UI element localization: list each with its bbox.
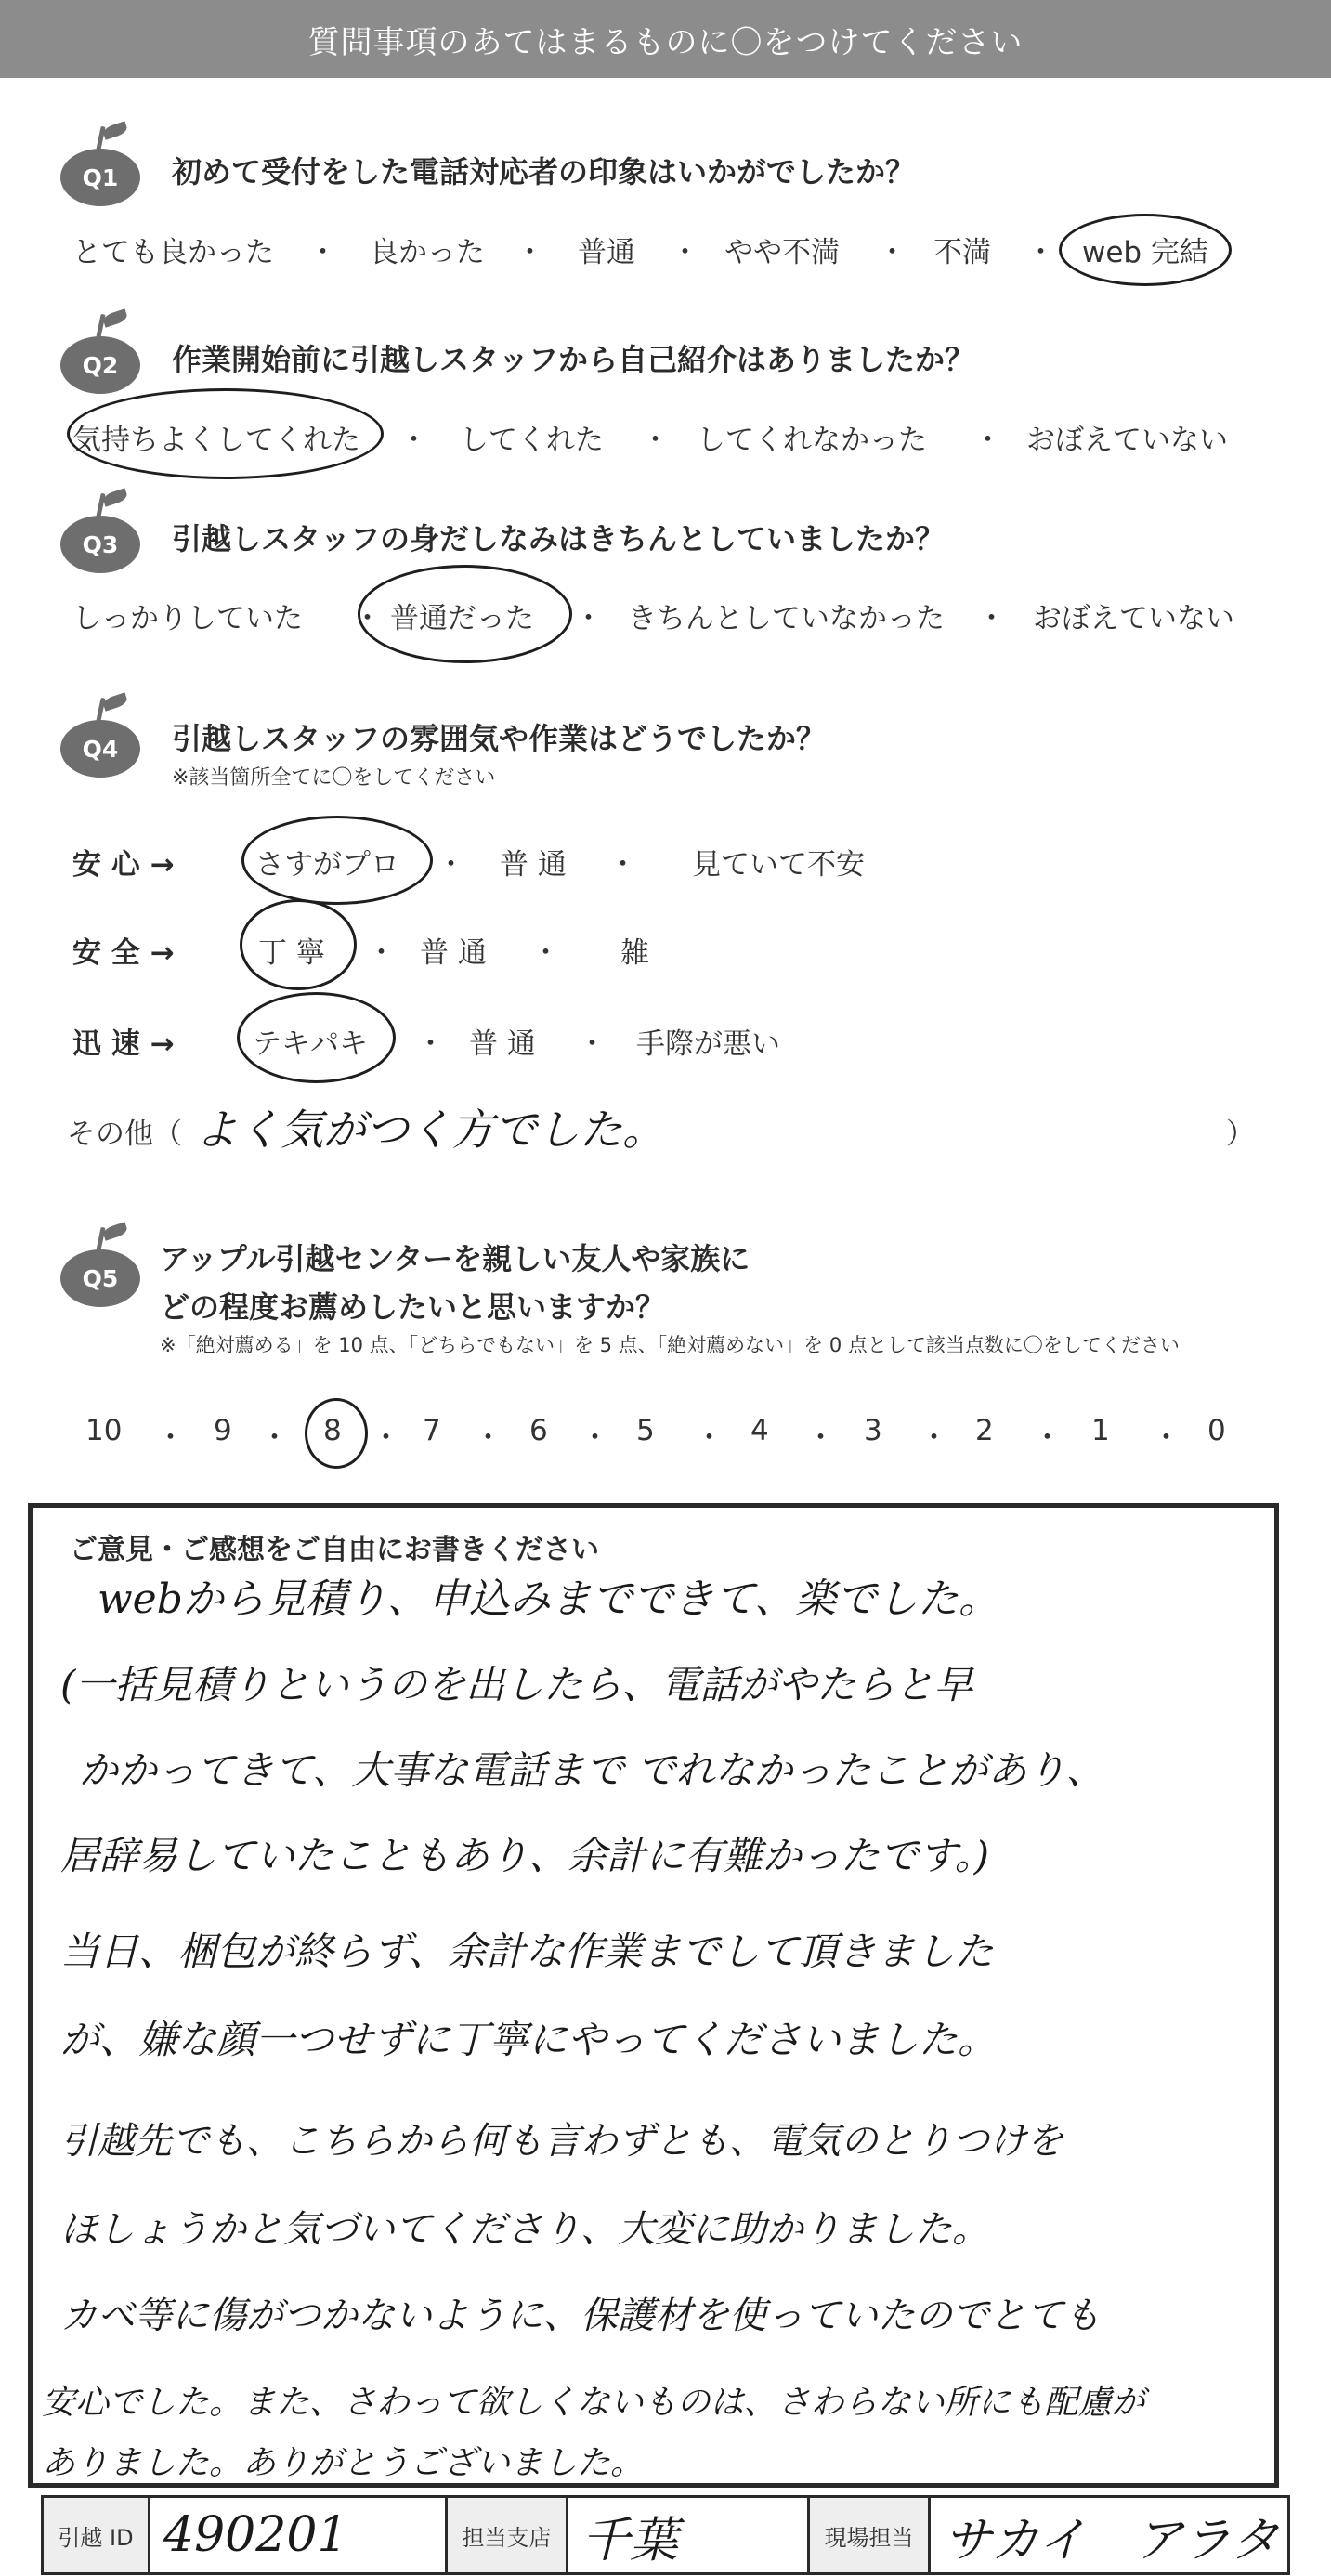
footer-staff-label: 現場担当 — [810, 2498, 931, 2572]
q1-selection-circle — [1059, 214, 1232, 286]
q2-option-3[interactable]: してくれなかった — [697, 424, 927, 457]
q3-option-2[interactable]: 普通だった — [390, 602, 534, 635]
q2-badge: Q2 — [60, 336, 140, 394]
comment-line-11: ありました。ありがとうございました。 — [42, 2444, 645, 2482]
q2-question: 作業開始前に引越しスタッフから自己紹介はありましたか？ — [172, 342, 975, 377]
q5-score-10[interactable]: 10 — [85, 1414, 123, 1447]
separator: ・ — [260, 1421, 289, 1455]
q5-score-0[interactable]: 0 — [1207, 1414, 1226, 1447]
separator: ・ — [416, 1027, 445, 1061]
q5-score-1[interactable]: 1 — [1091, 1414, 1110, 1447]
footer-table — [41, 2495, 1290, 2575]
q4-other-label: その他（ — [67, 1118, 182, 1151]
separator: ・ — [531, 936, 560, 970]
q4-question: 引越しスタッフの雰囲気や作業はどうでしたか？ — [172, 721, 827, 756]
q5-score-4[interactable]: 4 — [750, 1414, 769, 1447]
q4-jinsoku-option-1[interactable]: テキパキ — [253, 1027, 368, 1061]
separator: ・ — [581, 1421, 609, 1455]
q1-question: 初めて受付をした電話対応者の印象はいかがでしたか？ — [172, 154, 916, 190]
q1-option-3[interactable]: 普通 — [578, 236, 635, 269]
separator: ・ — [608, 848, 637, 882]
separator: ・ — [367, 936, 396, 970]
q3-option-4[interactable]: おぼえていない — [1033, 602, 1234, 635]
q5-score-5[interactable]: 5 — [636, 1414, 655, 1447]
comments-box[interactable] — [28, 1503, 1279, 2488]
q5-score-2[interactable]: 2 — [975, 1414, 994, 1447]
footer-branch-value[interactable]: 千葉 — [568, 2498, 810, 2572]
separator: ・ — [372, 1421, 400, 1455]
q4-anshin-option-1[interactable]: さすがプロ — [255, 848, 399, 882]
q3-option-1[interactable]: しっかりしていた — [72, 602, 303, 635]
q4-jinsoku-option-3[interactable]: 手際が悪い — [636, 1027, 780, 1061]
separator: ・ — [973, 424, 1002, 457]
q5-badge: Q5 — [60, 1249, 140, 1307]
separator: ・ — [806, 1421, 835, 1455]
separator: ・ — [977, 602, 1006, 635]
separator: ・ — [353, 602, 382, 635]
comment-line-8: ほしょうかと気づいてくださり、大変に助かりました。 — [60, 2208, 989, 2251]
q4-jinsoku-selection-circle — [237, 992, 396, 1083]
separator: ・ — [574, 602, 603, 635]
q1-option-4[interactable]: やや不満 — [724, 236, 840, 269]
separator: ・ — [515, 236, 544, 269]
q5-score-3[interactable]: 3 — [864, 1414, 882, 1447]
comment-line-1: webから見積り、申込みまでできて、楽でした。 — [98, 1576, 999, 1623]
q4-anshin-option-2[interactable]: 普 通 — [500, 848, 567, 882]
q1-option-5[interactable]: 不満 — [933, 236, 991, 269]
q5-question-line2: どの程度お薦めしたいと思いますか？ — [160, 1289, 666, 1325]
q4-anzen-option-3[interactable]: 雑 — [620, 936, 649, 970]
q2-option-2[interactable]: してくれた — [460, 424, 604, 457]
q5-score-6[interactable]: 6 — [529, 1414, 548, 1447]
separator: ・ — [671, 236, 699, 269]
q4-anshin-option-3[interactable]: 見ていて不安 — [692, 848, 865, 882]
q4-anzen-selection-circle — [240, 899, 357, 990]
comment-line-3: かかってきて、大事な電話まで でれなかったことがあり、 — [79, 1747, 1105, 1793]
separator: ・ — [1026, 236, 1055, 269]
comment-line-7: 引越先でも、こちらから何も言わずとも、電気のとりつけを — [60, 2120, 1063, 2163]
footer-staff-value[interactable]: サカイ アラタ — [944, 2512, 1279, 2569]
q4-row-label-anzen: 安 全 → — [72, 936, 175, 970]
separator: ・ — [695, 1421, 724, 1455]
q5-question-line1: アップル引越センターを親しい友人や家族に — [160, 1241, 750, 1276]
q3-question: 引越しスタッフの身だしなみはきちんとしていましたか？ — [172, 521, 946, 556]
separator: ・ — [878, 236, 907, 269]
footer-id-label: 引越 ID — [44, 2498, 150, 2572]
comment-line-6: が、嫌な顔一つせずに丁寧にやってくださいました。 — [60, 2017, 998, 2062]
q4-row-label-anshin: 安 心 → — [72, 848, 175, 882]
q5-score-7[interactable]: 7 — [423, 1414, 441, 1447]
separator: ・ — [308, 236, 337, 269]
q4-other-handwritten[interactable]: よく気がつく方でした。 — [195, 1105, 665, 1155]
comments-title: ご意見・ご感想をご自由にお書きください — [70, 1534, 599, 1566]
q3-option-3[interactable]: きちんとしていなかった — [628, 602, 945, 635]
q5-score-8[interactable]: 8 — [323, 1414, 342, 1447]
separator: ・ — [641, 424, 670, 457]
comment-line-2: (一括見積りというのを出したら、電話がやたらと早 — [60, 1662, 973, 1707]
separator: ・ — [399, 424, 428, 457]
separator: ・ — [920, 1421, 948, 1455]
comment-line-10: 安心でした。また、さわって欲しくないものは、さわらない所にも配慮が — [42, 2384, 1145, 2422]
q2-option-4[interactable]: おぼえていない — [1026, 424, 1228, 457]
separator: ・ — [578, 1027, 607, 1061]
separator: ・ — [1152, 1421, 1181, 1455]
q4-badge: Q4 — [60, 720, 140, 778]
q4-anzen-option-1[interactable]: 丁 寧 — [258, 936, 325, 970]
q4-row-label-jinsoku: 迅 速 → — [72, 1027, 175, 1061]
q3-selection-circle — [358, 565, 572, 663]
q4-other-close: ） — [1226, 1118, 1255, 1151]
q1-option-2[interactable]: 良かった — [370, 236, 485, 269]
q1-option-6[interactable]: web 完結 — [1082, 236, 1208, 269]
q3-badge: Q3 — [60, 516, 140, 573]
q5-selection-circle — [305, 1398, 368, 1469]
footer-branch-label: 担当支店 — [448, 2498, 568, 2572]
separator: ・ — [156, 1421, 185, 1455]
q4-anshin-selection-circle — [241, 816, 433, 905]
comment-line-9: カベ等に傷がつかないように、保護材を使っていたのでとても — [60, 2295, 1101, 2337]
q2-option-1[interactable]: 気持ちよくしてくれた — [72, 424, 360, 457]
separator: ・ — [474, 1421, 502, 1455]
q5-note: ※「絶対薦める」を 10 点、「どちらでもない」を 5 点、「絶対薦めない」を 0 点として該当点数に〇をしてください — [160, 1334, 1180, 1356]
separator: ・ — [1033, 1421, 1062, 1455]
footer-id-value[interactable]: 490201 — [150, 2498, 448, 2572]
comment-line-5: 当日、梱包が終らず、余計な作業までして頂きました — [60, 1929, 994, 1974]
q5-score-9[interactable]: 9 — [214, 1414, 232, 1447]
page-header: 質問事項のあてはまるものに〇をつけてください — [0, 0, 1331, 78]
q2-selection-circle — [67, 388, 384, 479]
q1-badge: Q1 — [60, 149, 140, 206]
comment-line-4: 居辞易していたこともあり、余計に有難かったです。) — [60, 1833, 990, 1878]
q4-note: ※該当箇所全てに〇をしてください — [172, 766, 496, 790]
q4-jinsoku-option-2[interactable]: 普 通 — [469, 1027, 536, 1061]
q4-anzen-option-2[interactable]: 普 通 — [420, 936, 487, 970]
separator: ・ — [437, 848, 465, 882]
q1-option-1[interactable]: とても良かった — [72, 236, 274, 269]
